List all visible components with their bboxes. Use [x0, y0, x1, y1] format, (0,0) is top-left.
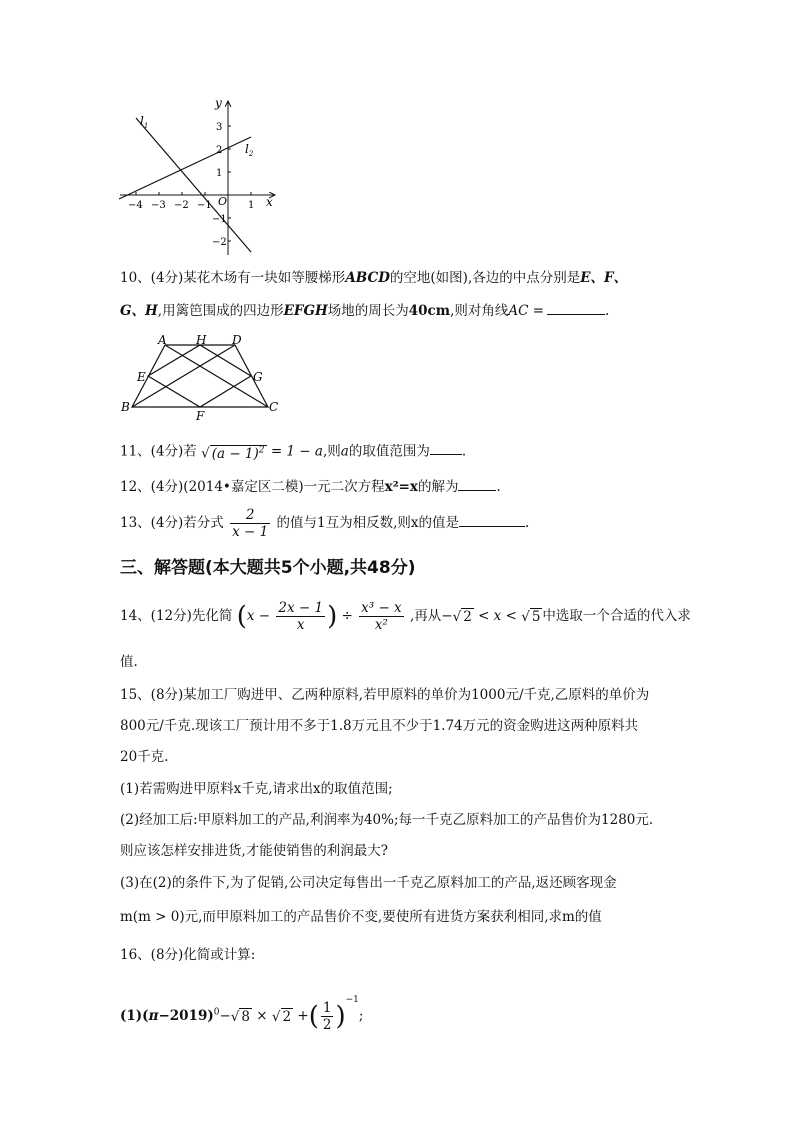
point-d-label: D	[232, 333, 242, 347]
x-tick-label: −4	[128, 200, 143, 211]
y-label: y	[215, 96, 222, 110]
coordinate-graph	[115, 95, 285, 260]
question-12: 12、(4分)(2014•嘉定区二模)一元二次方程x²=x的解为 .	[120, 476, 501, 497]
question-10-line-1: 10、(4分)某花木场有一块如等腰梯形ABCD的空地(如图),各边的中点分别是E、F、	[120, 270, 628, 286]
question-15-part-3b: m(m > 0)元,而甲原料加工的产品售价不变,要使所有进货方案获利相同,求m的值	[120, 909, 602, 925]
x-tick-label: −1	[197, 200, 212, 211]
point-g-label: G	[253, 370, 263, 384]
answer-blank[interactable]	[458, 476, 496, 491]
question-15-part-2a: (2)经加工后:甲原料加工的产品,利润率为40%;每一千克乙原料加工的产品售价为1280元.	[120, 812, 654, 828]
question-14-line-2: 值.	[120, 654, 138, 670]
line-l2	[119, 137, 251, 199]
question-15-line-2: 800元/千克.现该工厂预计用不多于1.8万元且不少于1.74万元的资金购进这两种原料共	[120, 718, 639, 734]
point-c-label: C	[269, 400, 279, 414]
question-15-part-1: (1)若需购进甲原料x千克,请求出x的取值范围;	[120, 781, 393, 797]
point-h-label: H	[196, 333, 207, 347]
question-13: 13、(4分)若分式 $\frac{2}{x - 1}$ 的值与1互为相反数,则x的值是 .	[120, 507, 530, 540]
question-15-part-2b: 则应该怎样安排进货,才能使销售的利润最大?	[120, 843, 389, 859]
trapezoid-figure	[118, 333, 288, 423]
question-15-part-3a: (3)在(2)的条件下,为了促销,公司决定每售出一千克乙原料加工的产品,返还顾客现金	[120, 875, 617, 891]
x-tick-label: −2	[174, 200, 189, 211]
question-16-title: 16、(8分)化简或计算:	[120, 947, 256, 963]
point-a-label: A	[158, 333, 167, 347]
question-10-line-2: G、H,用篱笆围成的四边形EFGH场地的周长为40cm,则对角线AC = .	[120, 300, 609, 321]
x-tick-label: −3	[151, 200, 166, 211]
origin-label: O	[218, 195, 228, 208]
section-heading: 三、解答题(本大题共5个小题,共48分)	[120, 558, 416, 578]
question-15-line-1: 15、(8分)某加工厂购进甲、乙两种原料,若甲原料的单价为1000元/千克,乙原料的单价为	[120, 687, 650, 703]
y-tick-label: −1	[212, 214, 227, 225]
y-tick-label: 1	[216, 168, 223, 179]
sqrt-expression: √ $(a - 1)^2$	[201, 445, 265, 462]
point-f-label: F	[196, 409, 205, 423]
y-tick-label: −2	[212, 237, 227, 248]
question-11: 11、(4分)若 √ $(a - 1)^2 = 1 - a$,则a的取值范围为 .	[120, 440, 466, 464]
x-label: x	[266, 195, 273, 209]
l1-label: $l_1$	[140, 114, 149, 130]
question-15-line-3: 20千克.	[120, 749, 169, 765]
point-b-label: B	[121, 400, 130, 414]
answer-blank[interactable]	[459, 512, 525, 527]
y-tick-label: 3	[216, 122, 223, 133]
line-l1	[136, 118, 251, 252]
x-tick-label: 1	[248, 200, 255, 211]
point-e-label: E	[137, 370, 146, 384]
y-tick-label: 2	[216, 145, 223, 156]
answer-blank[interactable]	[430, 440, 462, 455]
answer-blank[interactable]	[547, 300, 605, 315]
fraction: $\frac{2}{x - 1}$	[232, 507, 269, 540]
l2-label: $l_2$	[245, 142, 254, 158]
trapezoid-abcd	[132, 345, 268, 407]
question-14-line-1: 14、(12分)先化简 (x − $\frac{2x - 1}{x}$ ) ÷ $\frac{\text{x³ − x}}{\text{x²}}$ ,再从−√ 2 < x < √ 5 中选取一个合适的代入求	[120, 600, 691, 633]
quadrilateral-efgh	[148, 345, 251, 407]
question-16-part-1: $(1)(\pi-2019)^0-√$ 8 × √ 2 +( $\frac{1}{2}$ )$^{-1}$;	[120, 995, 364, 1033]
